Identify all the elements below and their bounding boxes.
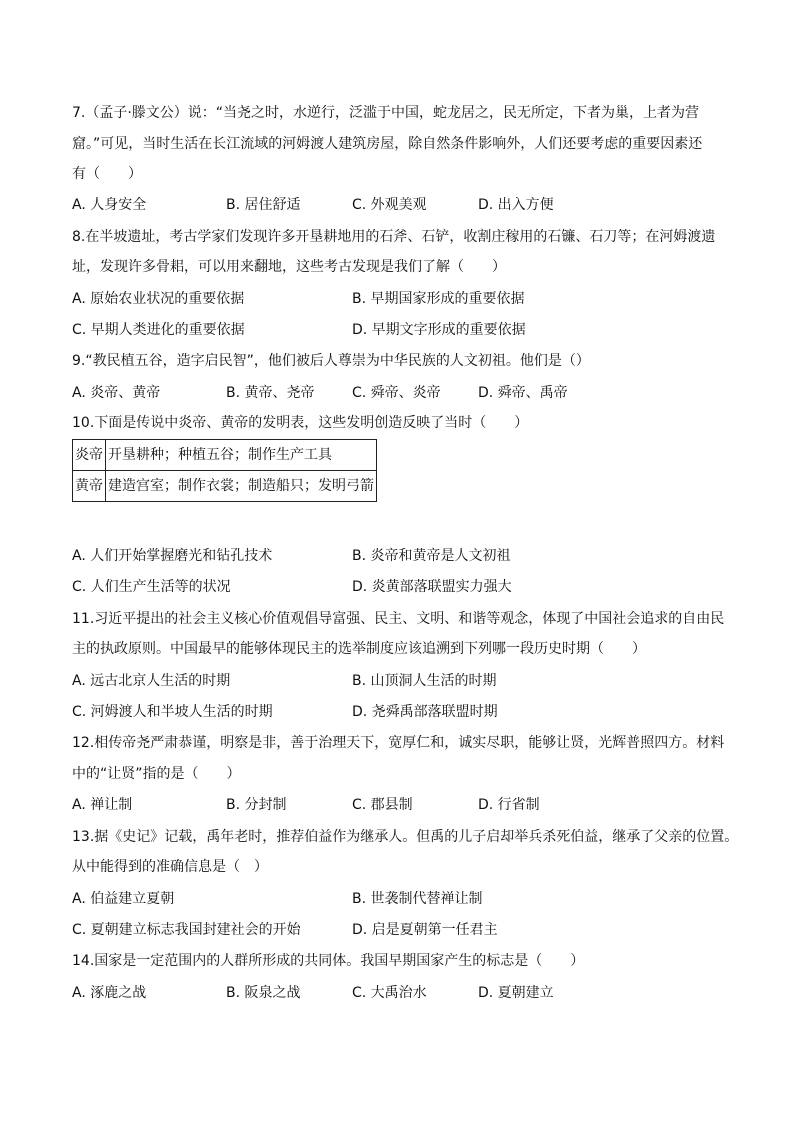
q8-option-a: A. 原始农业状况的重要依据 bbox=[72, 291, 245, 307]
q8-stem-line-2: 址，发现许多骨耜，可以用来翻地，这些考古发现是我们了解（ ） bbox=[72, 259, 506, 275]
q10-option-b: B. 炎帝和黄帝是人文初祖 bbox=[352, 548, 511, 564]
q14-stem-line-1: 14.国家是一定范围内的人群所形成的共同体。我国早期国家产生的标志是（ ） bbox=[72, 953, 585, 969]
q13-option-c: C. 夏朝建立标志我国封建社会的开始 bbox=[72, 922, 301, 938]
q7-option-a: A. 人身安全 bbox=[72, 197, 147, 213]
q8-option-c: C. 早期人类进化的重要依据 bbox=[72, 322, 245, 338]
q12-option-a: A. 禅让制 bbox=[72, 797, 133, 813]
q11-stem-line-1: 11.习近平提出的社会主义核心价值观倡导富强、民主、文明、和谐等观念，体现了中国社会追求的自由民 bbox=[72, 611, 725, 627]
q11-stem-line-2: 主的执政原则。中国最早的能够体现民主的选举制度应该追溯到下列哪一段历史时期（ ） bbox=[72, 641, 646, 657]
q13-stem-line-2: 从中能得到的准确信息是（ ） bbox=[72, 859, 268, 875]
q8-stem-line-1: 8.在半坡遗址，考古学家们发现许多开垦耕地用的石斧、石铲，收割庄稼用的石镰、石刀等；在河姆渡遗 bbox=[72, 229, 716, 245]
q14-option-d: D. 夏朝建立 bbox=[478, 985, 554, 1001]
q10-stem-line-1: 10.下面是传说中炎帝、黄帝的发明表，这些发明创造反映了当时（ ） bbox=[72, 415, 529, 431]
q12-stem-line-2: 中的“让贤”指的是（ ） bbox=[72, 766, 241, 782]
q9-option-c: C. 舜帝、炎帝 bbox=[352, 385, 441, 401]
q7-option-c: C. 外观美观 bbox=[352, 197, 427, 213]
q13-option-d: D. 启是夏朝第一任君主 bbox=[352, 922, 498, 938]
q7-option-d: D. 出入方便 bbox=[478, 197, 554, 213]
table-row bbox=[73, 471, 377, 502]
q13-stem-line-1: 13.据《史记》记载，禹年老时，推荐伯益作为继承人。但禹的儿子启却举兵杀死伯益，继承了父亲的位置。 bbox=[72, 829, 739, 845]
q10-row-2-inventions: 建造宫室；制作衣裳；制造船只；发明弓箭 bbox=[106, 471, 377, 502]
q7-option-b: B. 居住舒适 bbox=[226, 197, 301, 213]
q11-option-d: D. 尧舜禹部落联盟时期 bbox=[352, 704, 498, 720]
q7-stem-line-3: 有（ ） bbox=[72, 166, 142, 182]
table-row bbox=[73, 440, 377, 471]
q9-option-b: B. 黄帝、尧帝 bbox=[226, 385, 315, 401]
q10-row-2-name: 黄帝 bbox=[73, 471, 106, 502]
q13-option-b: B. 世袭制代替禅让制 bbox=[352, 891, 483, 907]
q10-option-c: C. 人们生产生活等的状况 bbox=[72, 579, 231, 595]
q14-option-b: B. 阪泉之战 bbox=[226, 985, 301, 1001]
q10-row-1-inventions: 开垦耕种；种植五谷；制作生产工具 bbox=[106, 440, 377, 471]
q11-option-c: C. 河姆渡人和半坡人生活的时期 bbox=[72, 704, 273, 720]
q9-stem-line-1: 9.“教民植五谷，造字启民智”，他们被后人尊崇为中华民族的人文初祖。他们是（） bbox=[72, 353, 590, 369]
q12-option-c: C. 郡县制 bbox=[352, 797, 413, 813]
q10-option-a: A. 人们开始掌握磨光和钻孔技术 bbox=[72, 548, 273, 564]
q8-option-b: B. 早期国家形成的重要依据 bbox=[352, 291, 525, 307]
q10-invention-table bbox=[72, 439, 377, 502]
q12-option-d: D. 行省制 bbox=[478, 797, 540, 813]
q14-option-c: C. 大禹治水 bbox=[352, 985, 427, 1001]
q9-option-d: D. 舜帝、禹帝 bbox=[478, 385, 568, 401]
q14-option-a: A. 涿鹿之战 bbox=[72, 985, 147, 1001]
q7-stem-line-2: 窟。”可见，当时生活在长江流域的河姆渡人建筑房屋，除自然条件影响外，人们还要考虑的重要因素还 bbox=[72, 136, 703, 152]
q12-stem-line-1: 12.相传帝尧严肃恭谨，明察是非，善于治理天下，宽厚仁和，诚实尽职，能够让贤，光辉普照四方。材料 bbox=[72, 735, 725, 751]
q11-option-a: A. 远古北京人生活的时期 bbox=[72, 673, 231, 689]
q13-option-a: A. 伯益建立夏朝 bbox=[72, 891, 175, 907]
q8-option-d: D. 早期文字形成的重要依据 bbox=[352, 322, 526, 338]
q12-option-b: B. 分封制 bbox=[226, 797, 287, 813]
q7-stem-line-1: 7.（孟子·滕文公）说：“当尧之时，水逆行，泛滥于中国，蛇龙居之，民无所定，下者为巢，上者为营 bbox=[72, 105, 700, 121]
q9-option-a: A. 炎帝、黄帝 bbox=[72, 385, 161, 401]
q10-row-1-name: 炎帝 bbox=[73, 440, 106, 471]
q10-option-d: D. 炎黄部落联盟实力强大 bbox=[352, 579, 512, 595]
q11-option-b: B. 山顶洞人生活的时期 bbox=[352, 673, 497, 689]
